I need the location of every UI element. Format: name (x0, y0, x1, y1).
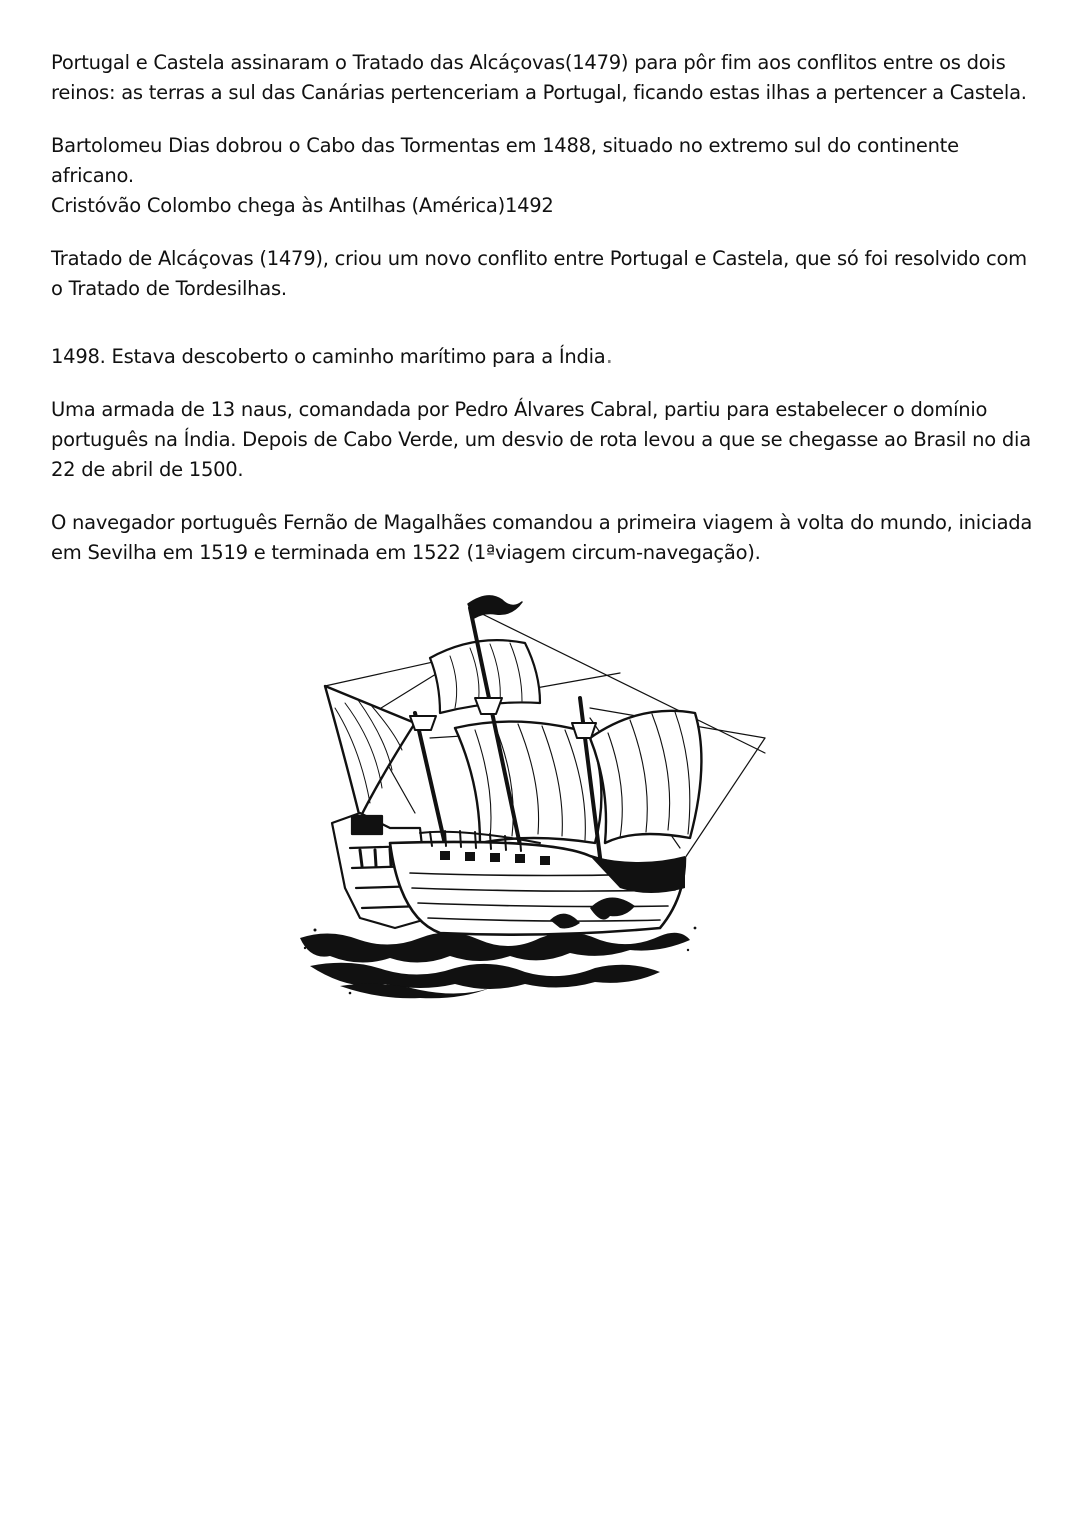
trailing-period: . (605, 341, 613, 369)
text-line-content: 1498. Estava descoberto o caminho marítimo para a Índia (51, 345, 606, 368)
text-line: em Sevilha em 1519 e terminada em 1522 (1ªviagem circum-navegação). (51, 541, 761, 564)
text-line: 22 de abril de 1500. (51, 458, 244, 481)
text-line (51, 340, 1041, 372)
text-line: Bartolomeu Dias dobrou o Cabo das Tormentas em 1488, situado no extremo sul do continente (51, 134, 959, 157)
hull (390, 831, 685, 935)
fore-sail (590, 711, 701, 843)
paragraph-tratado-alcacovas (51, 48, 1041, 108)
paragraph-bartolomeu-dias (51, 131, 1041, 221)
text-line: o Tratado de Tordesilhas. (51, 277, 287, 300)
text-line: Uma armada de 13 naus, comandada por Pedro Álvares Cabral, partiu para estabelecer o domínio (51, 398, 988, 421)
main-sail (455, 722, 601, 843)
flag (468, 596, 522, 618)
mizzen-sail (325, 686, 415, 818)
text-line: Cristóvão Colombo chega às Antilhas (América)1492 (51, 194, 554, 217)
paragraph-magalhaes (51, 508, 1041, 568)
text-line: reinos: as terras a sul das Canárias pertenceriam a Portugal, ficando estas ilhas a pertencer a Castela. (51, 81, 1027, 104)
text-line: Tratado de Alcáçovas (1479), criou um novo conflito entre Portugal e Castela, que só foi resolvido com (51, 247, 1027, 270)
paragraph-cabral (51, 395, 1041, 485)
text-line: O navegador português Fernão de Magalhães comandou a primeira viagem à volta do mundo, iniciada (51, 511, 1033, 534)
caravel-ship-illustration (290, 588, 790, 1000)
text-line: africano. (51, 164, 134, 187)
paragraph-caminho-india (51, 340, 1041, 372)
paragraph-tordesilhas (51, 244, 1041, 304)
text-line: Portugal e Castela assinaram o Tratado das Alcáçovas(1479) para pôr fim aos conflitos entre os dois (51, 51, 1006, 74)
text-line: português na Índia. Depois de Cabo Verde, um desvio de rota levou a que se chegasse ao Brasil no dia (51, 428, 1031, 451)
